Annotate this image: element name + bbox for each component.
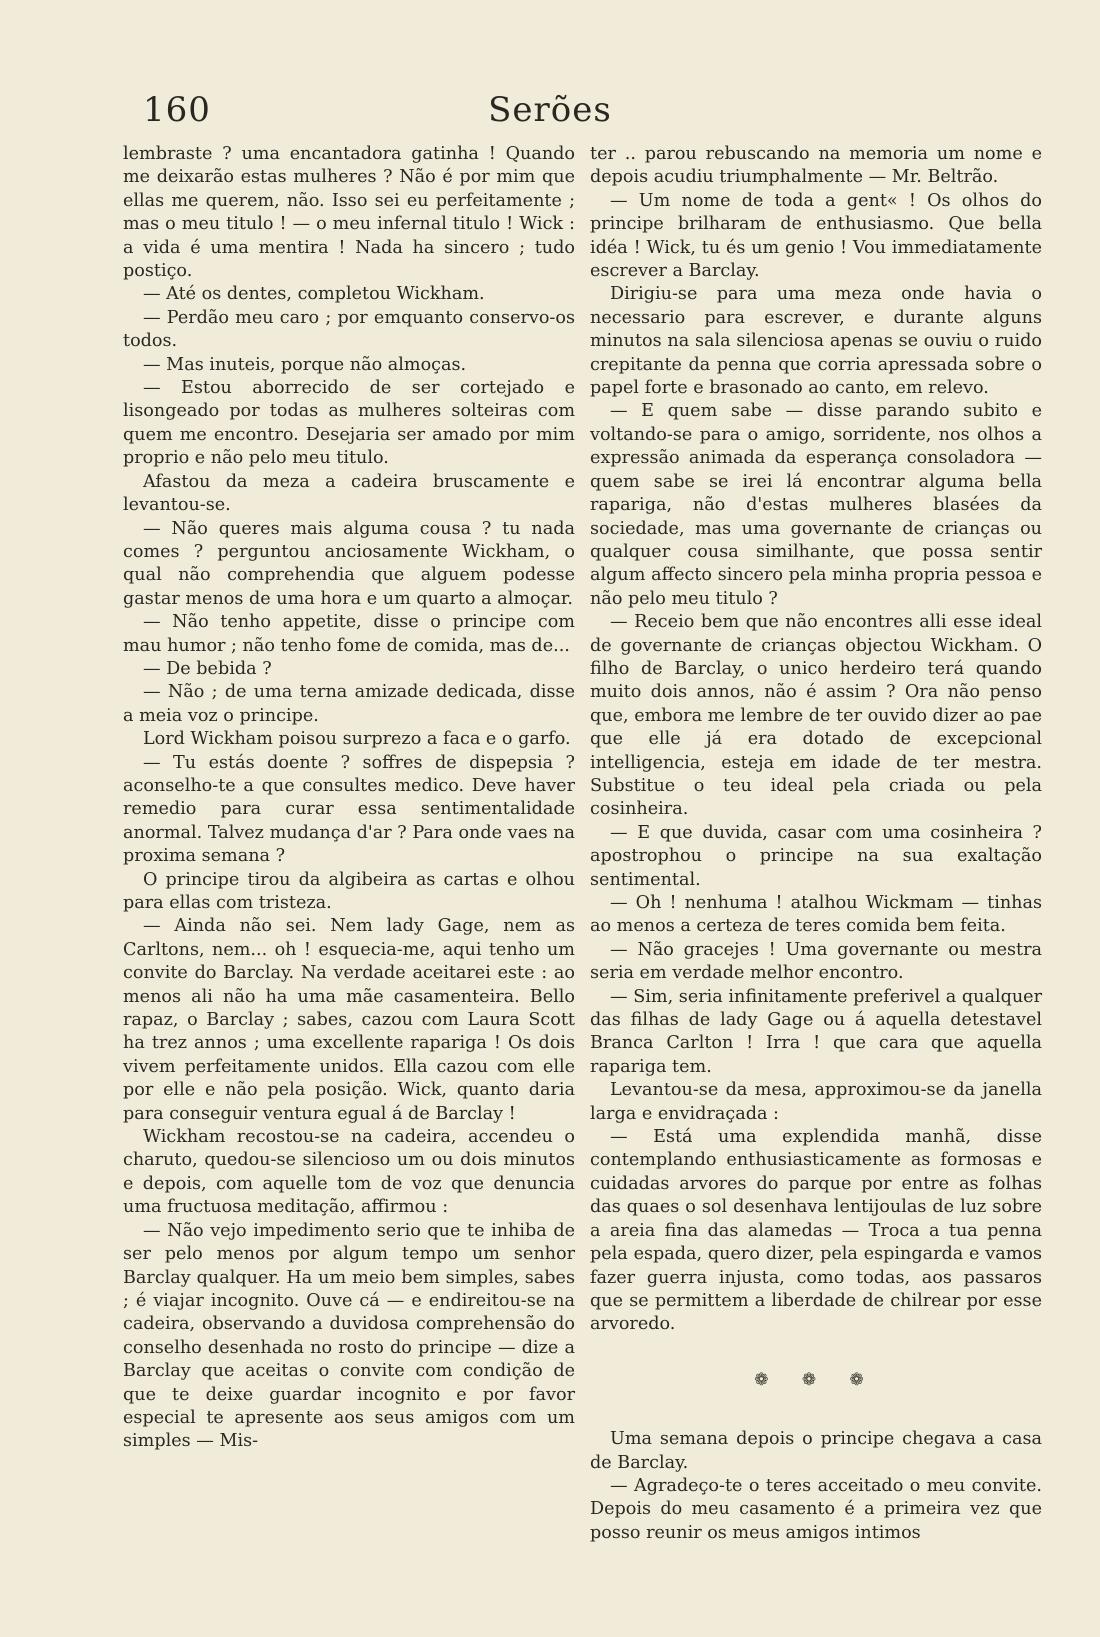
paragraph: — Sim, seria infinitamente preferivel a qualquer das filhas de lady Gage ou á aquella detestavel Branca Carlton ! Irra ! que cara que aquella rapariga tem.: [590, 986, 1042, 1077]
paragraph: — Não gracejes ! Uma governante ou mestra seria em verdade melhor encontro.: [590, 939, 1042, 984]
paragraph: — Até os dentes, completou Wickham.: [143, 284, 485, 305]
paragraph: — Um nome de toda a gent« ! Os olhos do principe brilharam de enthusiasmo. Que bella idéa ! Wick, tu és um genio ! Vou immediatamente escrever a Barclay.: [590, 190, 1042, 282]
paragraph: — Mas inuteis, porque não almoças.: [143, 354, 467, 375]
paragraph: — Estou aborrecido de ser cortejado e lisongeado por todas as mulheres solteiras com quem me encontro. Desejaria ser amado por mim proprio e não pelo meu titulo.: [123, 378, 575, 469]
paragraph: Wickham recostou-se na cadeira, accendeu o charuto, quedou-se silencioso um ou dois minutos e depois, com aquelle tom de voz que denuncia uma fructuosa meditação, affirmou :: [123, 1127, 575, 1218]
right-column: [590, 143, 1042, 1545]
page-number: 160: [143, 90, 211, 130]
paragraph: — Não tenho appetite, disse o principe com mau humor ; não tenho fome de comida, mas de...: [123, 612, 575, 656]
paragraph: — Não vejo impedimento serio que te inhiba de ser pelo menos por algum tempo um senhor Barclay qualquer. Ha um meio bem simples, sabes ; é viajar incognito. Ouve cá — e endireitou-se na cadeira, observando a duvidosa comprehensão do conselho desenhada no rosto do principe — dize a Barclay que aceitas o convite com condição de que te deixe guardar incognito e por favor especial te apresente aos seus amigos com um simples — Mis-: [123, 1220, 575, 1452]
paragraph: Afastou da meza a cadeira bruscamente e levantou-se.: [123, 471, 575, 516]
paragraph: Levantou-se da mesa, approximou-se da janella larga e envidraçada :: [590, 1080, 1042, 1124]
paragraph: — Está uma explendida manhã, disse contemplando enthusiasticamente as formosas e cuidadas arvores do parque por entre as folhas das quaes o sol desenhava lentijoulas de luz sobre a areia fina das alamedas — Troca a tua penna pela espada, quero dizer, pela espingarda e vamos fazer guerra injusta, como todas, aos passaros que se permittem a liberdade de chilrear por esse arvoredo.: [590, 1127, 1042, 1335]
paragraph: — Ainda não sei. Nem lady Gage, nem as Carltons, nem... oh ! esquecia-me, aqui tenho um convite do Barclay. Na verdade aceitarei este : ao menos ali não ha uma mãe casamenteira. Bello rapaz, o Barclay ; sabes, cazou com Laura Scott ha trez annos ; uma excellente rapariga ! Os dois vivem perfeitamente unidos. Ella cazou com elle por elle e não pela posição. Wick, quanto daria para conseguir ventura egual á de Barclay !: [123, 916, 575, 1124]
paragraph: Lord Wickham poisou surprezo a faca e o garfo.: [143, 729, 571, 750]
running-title: Serões: [488, 90, 612, 130]
paragraph: Uma semana depois o principe chegava a casa de Barclay.: [590, 1429, 1042, 1473]
paragraph: ter .. parou rebuscando na memoria um nome e depois acudiu triumphalmente — Mr. Beltrão.: [590, 144, 1042, 188]
paragraph: — Receio bem que não encontres alli esse ideal de governante de crianças objectou Wickham. O filho de Barclay, o unico herdeiro terá quando muito dois annos, não é assim ? Ora não penso que, embora me lembre de ter ouvido dizer ao pae que elle já era dotado de excepcional intelligencia, esteja em idade de ter mestra. Substitue o teu ideal pela criada ou pela cosinheira.: [590, 612, 1042, 820]
left-column: [123, 143, 575, 1454]
paragraph: — De bebida ?: [143, 658, 272, 679]
paragraph: O principe tirou da algibeira as cartas e olhou para ellas com tristeza.: [123, 869, 575, 913]
paragraph: — E quem sabe — disse parando subito e voltando-se para o amigo, sorridente, nos olhos a expressão animada da esperança consoladora — quem sabe se irei lá encontrar alguma bella rapariga, não d'estas mulheres blasées da sociedade, mas uma governante de crianças ou qualquer cousa similhante, que possa sentir algum affecto sincero pela minha propria pessoa e não pelo meu titulo ?: [590, 401, 1042, 609]
section-break-ornament: ❁ ❁ ❁: [754, 1369, 878, 1390]
paragraph: — Perdão meu caro ; por emquanto conservo-os todos.: [123, 307, 575, 352]
paragraph: — Não ; de uma terna amizade dedicada, disse a meia voz o principe.: [123, 682, 575, 726]
paragraph: — Tu estás doente ? soffres de dispepsia ? aconselho-te a que consultes medico. Deve haver remedio para curar essa sentimentalidade anormal. Talvez mudança d'ar ? Para onde vaes na proxima semana ?: [123, 752, 575, 867]
paragraph: — Agradeço-te o teres acceitado o meu convite. Depois do meu casamento é a primeira vez que posso reunir os meus amigos intimos: [590, 1475, 1042, 1543]
paragraph: — Oh ! nenhuma ! atalhou Wickmam — tinhas ao menos a certeza de teres comida bem feita.: [590, 893, 1042, 937]
paragraph: — E que duvida, casar com uma cosinheira ? apostrophou o principe na sua exaltação sentimental.: [590, 822, 1042, 890]
paragraph: lembraste ? uma encantadora gatinha ! Quando me deixarão estas mulheres ? Não é por mim que ellas me querem, não. Isso sei eu perfeitamente ; mas o meu titulo ! — o meu infernal titulo ! Wick : a vida é uma mentira ! Nada ha sincero ; tudo postiço.: [123, 144, 575, 282]
paragraph: Dirigiu-se para uma meza onde havia o necessario para escrever, e durante alguns minutos na sala silenciosa apenas se ouviu o ruido crepitante da penna que corria apressada sobre o papel forte e brasonado ao canto, em relevo.: [590, 284, 1042, 399]
paragraph: — Não queres mais alguma cousa ? tu nada comes ? perguntou anciosamente Wickham, o qual não comprehendia que alguem podesse gastar menos de uma hora e um quarto a almoçar.: [123, 518, 575, 609]
